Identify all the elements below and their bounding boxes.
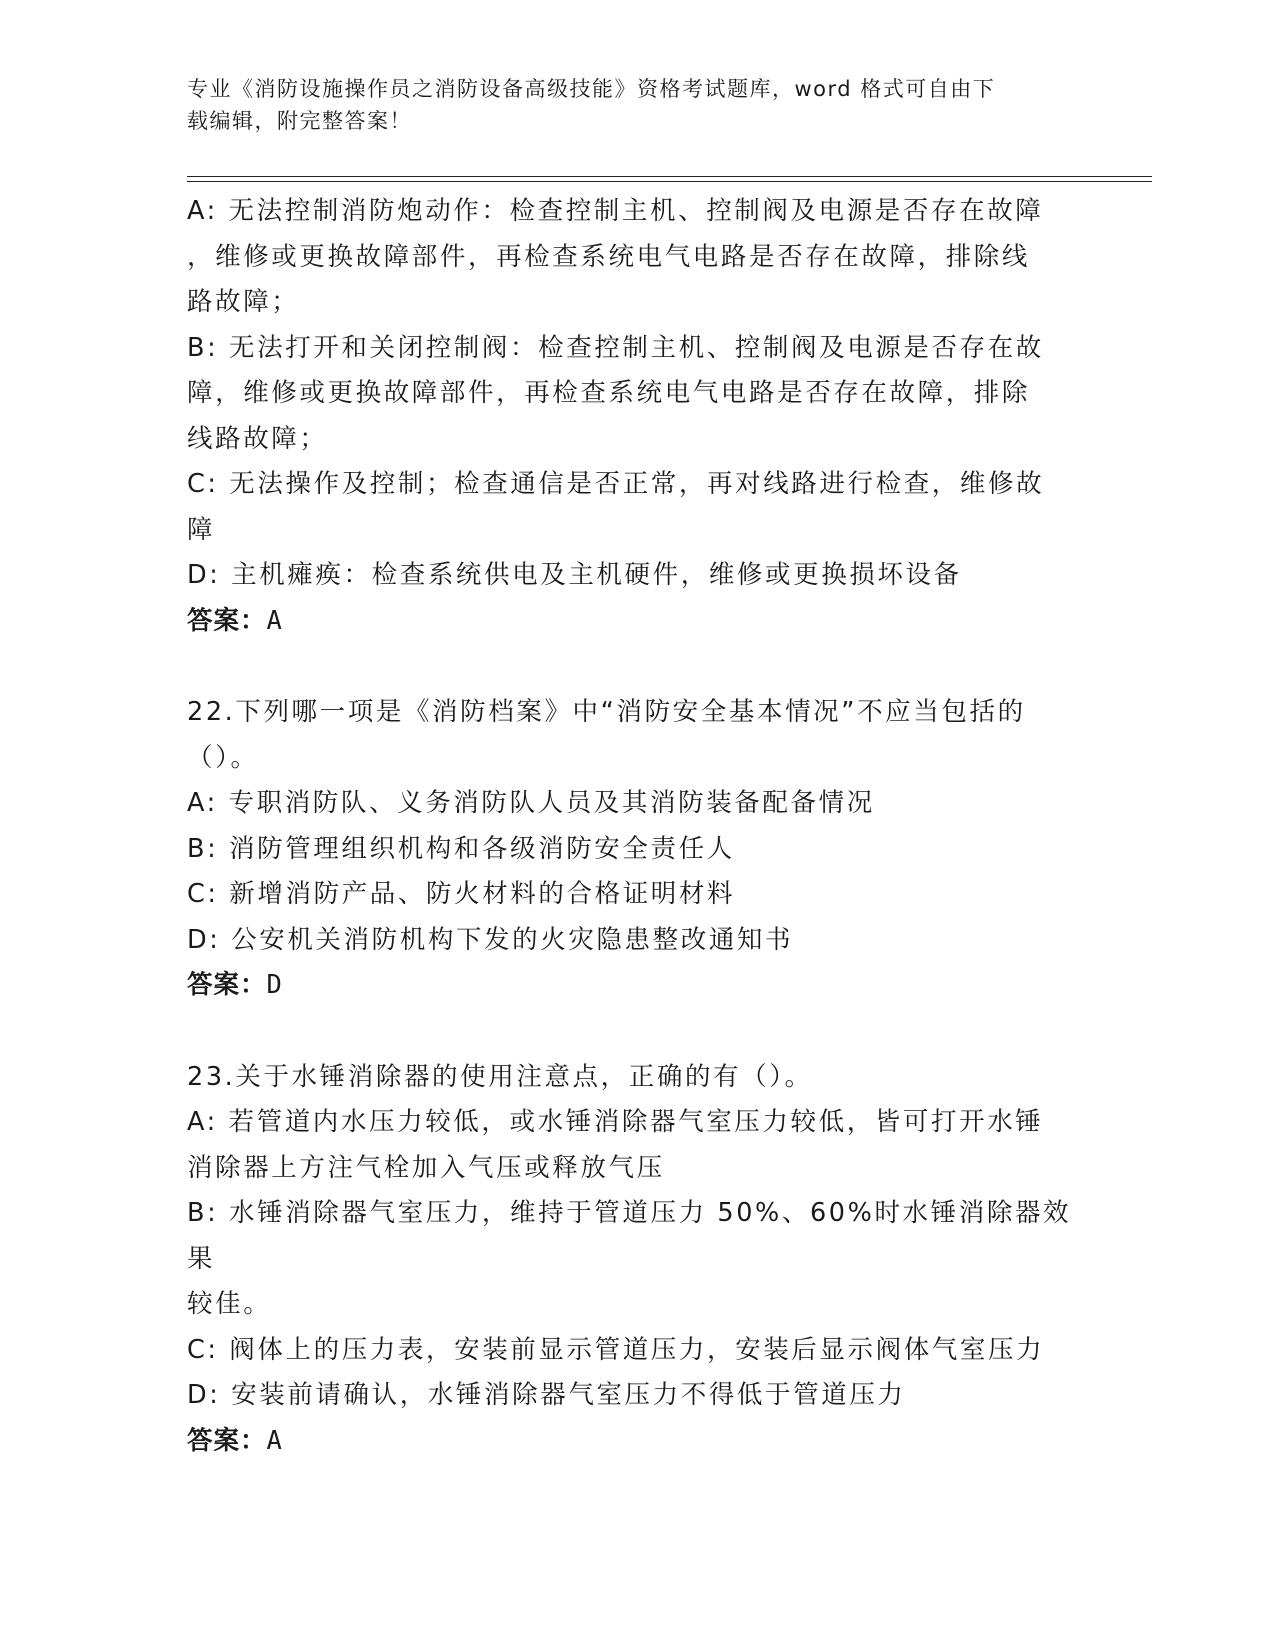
answer <box>187 1419 1087 1465</box>
option-b-line: 障，维修或更换故障部件，再检查系统电气电路是否存在故障，排除 <box>187 378 1031 408</box>
question-22 <box>187 690 1087 1009</box>
option-a-line: A: 无法控制消防炮动作：检查控制主机、控制阀及电源是否存在故障 <box>187 196 1044 226</box>
option-a-line: A: 若管道内水压力较低，或水锤消除器气室压力较低，皆可打开水锤 <box>187 1107 1044 1137</box>
option-c: C: 阀体上的压力表，安装前显示管道压力，安装后显示阀体气室压力 <box>187 1334 1045 1365</box>
question-spacer <box>187 1009 1087 1055</box>
answer-value: D <box>266 970 283 1000</box>
option-b-line: B: 无法打开和关闭控制阀：检查控制主机、控制阀及电源是否存在故 <box>187 332 1044 363</box>
answer-label: 答案： <box>187 970 267 1000</box>
header-divider <box>187 176 1152 177</box>
question-23 <box>187 1055 1087 1465</box>
answer-label: 答案： <box>187 605 267 636</box>
option-b-line: B: 水锤消除器气室压力，维持于管道压力 50%、60%时水锤消除器效果 <box>187 1198 1072 1274</box>
option-b-line: 线路故障； <box>187 423 328 454</box>
option-a-line: ，维修或更换故障部件，再检查系统电气电路是否存在故障，排除线 <box>187 241 1031 272</box>
answer-label: 答案： <box>187 1425 267 1456</box>
option-d: D: 主机瘫痪：检查系统供电及主机硬件，维修或更换损坏设备 <box>187 560 962 590</box>
document-body <box>187 189 1087 1464</box>
question-stem-line: （）。 <box>187 742 259 773</box>
question-stem: 23.关于水锤消除器的使用注意点，正确的有（）。 <box>187 1061 813 1092</box>
option-a: A: 专职消防队、义务消防队人员及其消防装备配备情况 <box>187 788 875 818</box>
header-line: 专业《消防设施操作员之消防设备高级技能》资格考试题库，word 格式可自由下 <box>187 77 996 101</box>
option-b-line: 较佳。 <box>187 1289 272 1319</box>
option-c: C: 新增消防产品、防火材料的合格证明材料 <box>187 879 736 909</box>
header-divider <box>187 181 1152 182</box>
document-header <box>187 73 1067 137</box>
option-a-line: 消除器上方注气栓加入气压或释放气压 <box>187 1152 665 1183</box>
answer <box>187 599 1087 645</box>
question-21 <box>187 189 1087 644</box>
option-d: D: 安装前请确认，水锤消除器气室压力不得低于管道压力 <box>187 1380 906 1410</box>
option-c-line: 障 <box>187 514 216 545</box>
header-line: 载编辑，附完整答案！ <box>187 109 412 133</box>
option-c-line: C: 无法操作及控制；检查通信是否正常，再对线路进行检查，维修故 <box>187 469 1045 499</box>
answer-value: A <box>266 1425 283 1456</box>
option-d: D: 公安机关消防机构下发的火灾隐患整改通知书 <box>187 924 794 955</box>
option-b: B: 消防管理组织机构和各级消防安全责任人 <box>187 833 735 864</box>
answer <box>187 963 1087 1009</box>
option-a-line: 路故障； <box>187 287 300 317</box>
answer-value: A <box>266 605 283 636</box>
question-stem-line: 22.下列哪一项是《消防档案》中“消防安全基本情况”不应当包括的 <box>187 697 1026 727</box>
question-spacer <box>187 644 1087 690</box>
